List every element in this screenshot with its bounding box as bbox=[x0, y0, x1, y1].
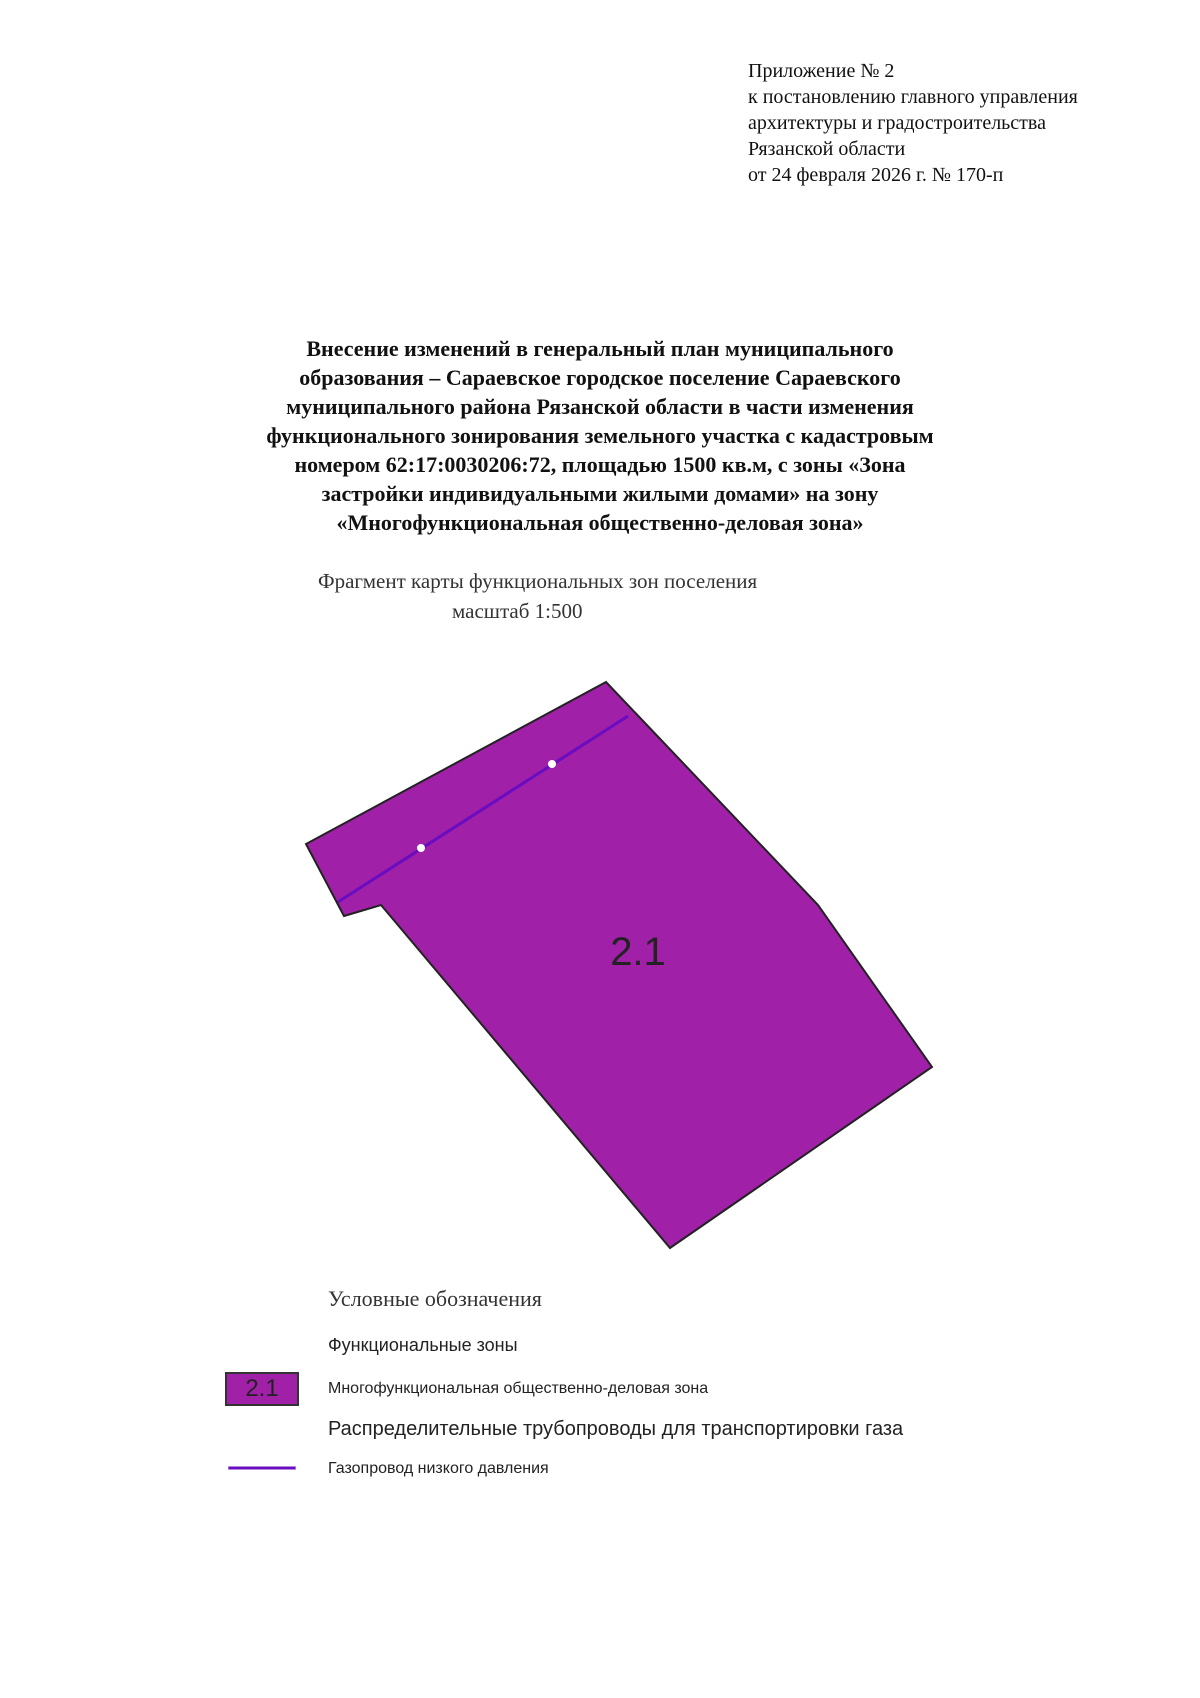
legend-group-zones: Функциональные зоны bbox=[328, 1335, 518, 1355]
document-title bbox=[150, 334, 1050, 537]
appendix-block bbox=[748, 58, 1178, 188]
legend-pipeline-node bbox=[296, 1466, 301, 1471]
legend-pipeline-node bbox=[224, 1466, 229, 1471]
appendix-line: архитектуры и градостроительства bbox=[748, 112, 1046, 134]
legend-zone-name: Многофункциональная общественно-деловая зона bbox=[328, 1380, 709, 1397]
appendix-line: Рязанской области bbox=[748, 138, 906, 160]
title-line: функционального зонирования земельного участка с кадастровым bbox=[266, 423, 934, 448]
title-line: номером 62:17:0030206:72, площадью 1500 кв.м, с зоны «Зона bbox=[294, 452, 906, 477]
zone-label: 2.1 bbox=[610, 930, 666, 974]
appendix-line: от 24 февраля 2026 г. № 170-п bbox=[748, 164, 1004, 186]
pipeline-node bbox=[417, 844, 425, 852]
zone-map bbox=[300, 660, 960, 1260]
legend-pipeline-name: Газопровод низкого давления bbox=[328, 1460, 549, 1477]
title-line: застройки индивидуальными жилыми домами» на зону bbox=[321, 481, 879, 506]
map-scale: масштаб 1:500 bbox=[452, 599, 583, 623]
map-caption bbox=[318, 566, 757, 626]
title-line: муниципального района Рязанской области в части изменения bbox=[286, 394, 914, 419]
appendix-line: Приложение № 2 bbox=[748, 60, 895, 82]
legend-zone-swatch: 2.1 bbox=[225, 1372, 299, 1406]
legend-pipeline-symbol bbox=[222, 1462, 302, 1474]
pipeline-node bbox=[548, 760, 556, 768]
appendix-line: к постановлению главного управления bbox=[748, 86, 1078, 108]
title-line: «Многофункциональная общественно-деловая зона» bbox=[336, 510, 864, 535]
map-caption-title: Фрагмент карты функциональных зон поселения bbox=[318, 569, 758, 593]
legend-title: Условные обозначения bbox=[328, 1286, 542, 1311]
title-line: Внесение изменений в генеральный план муниципального bbox=[306, 336, 894, 361]
title-line: образования – Сараевское городское поселение Сараевского bbox=[299, 365, 901, 390]
legend-group-pipelines: Распределительные трубопроводы для транспортировки газа bbox=[328, 1418, 904, 1440]
